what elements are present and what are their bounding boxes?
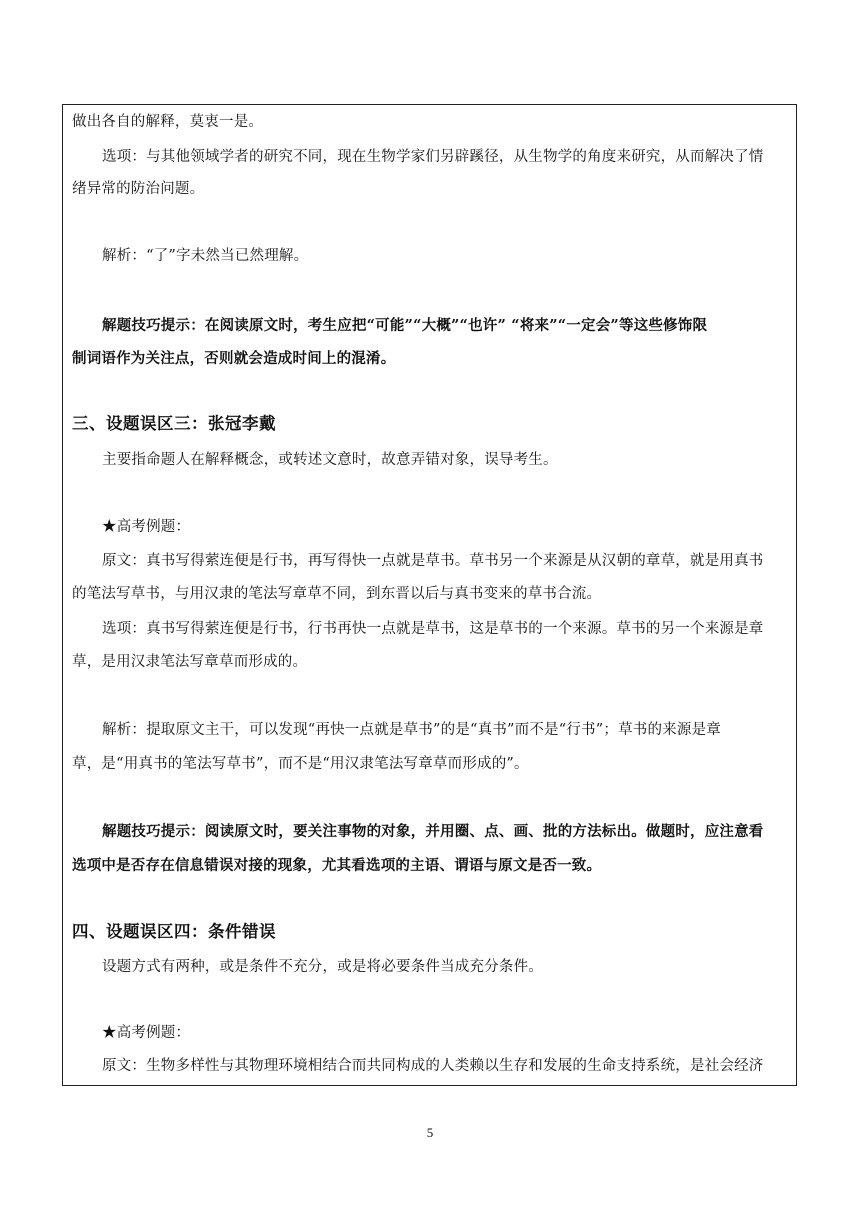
text-line: 选项：与其他领域学者的研究不同，现在生物学家们另辟蹊径，从生物学的角度来研究，从而解决了情 — [102, 149, 764, 165]
text-line: 选项：真书写得萦连便是行书，行书再快一点就是草书，这是草书的一个来源。草书的另一个来源是章 — [102, 621, 764, 637]
example-label: ★高考例题： — [102, 519, 191, 535]
text-line: 草，是用汉隶笔法写章草而形成的。 — [72, 654, 308, 670]
text-line: 做出各自的解释，莫衷一是。 — [72, 114, 264, 130]
text-line: 解析：提取原文主干，可以发现“再快一点就是草书”的是“真书”而不是“行书”；草书的来源是章 — [102, 722, 721, 738]
text-line: 的笔法写草书，与用汉隶的笔法写章草不同，到东晋以后与真书变来的草书合流。 — [72, 586, 602, 602]
text-line: 草，是“用真书的笔法写草书”，而不是“用汉隶笔法写章草而形成的”。 — [72, 756, 529, 772]
tip-text: 制词语作为关注点，否则就会造成时间上的混淆。 — [72, 350, 396, 367]
text-line: 设题方式有两种，或是条件不充分，或是将必要条件当成充分条件。 — [102, 959, 543, 975]
section-heading-4: 四、设题误区四：条件错误 — [72, 922, 276, 941]
example-label: ★高考例题： — [102, 1025, 191, 1041]
text-line: 原文：生物多样性与其物理环境相结合而共同构成的人类赖以生存和发展的生命支持系统，是社会经济 — [102, 1058, 764, 1074]
page-number: 5 — [426, 1125, 434, 1140]
text-line: 绪异常的防治问题。 — [72, 181, 205, 197]
text-line: 主要指命题人在解释概念，或转述文意时，故意弄错对象，误导考生。 — [102, 452, 558, 468]
section-heading-3: 三、设题误区三：张冠李戴 — [72, 414, 276, 433]
tip-text: 解题技巧提示：在阅读原文时，考生应把“可能”“大概”“也许” “将来”“一定会”等这些修饰限 — [102, 317, 708, 334]
tip-text: 解题技巧提示：阅读原文时，要关注事物的对象，并用圈、点、画、批的方法标出。做题时，应注意看 — [102, 823, 764, 840]
text-line: 解析：“了”字未然当已然理解。 — [102, 248, 309, 264]
text-line: 原文：真书写得萦连便是行书，再写得快一点就是草书。草书另一个来源是从汉朝的章草，就是用真书 — [102, 553, 764, 569]
tip-text: 选项中是否存在信息错误对接的现象，尤其看选项的主语、谓语与原文是否一致。 — [72, 857, 602, 874]
